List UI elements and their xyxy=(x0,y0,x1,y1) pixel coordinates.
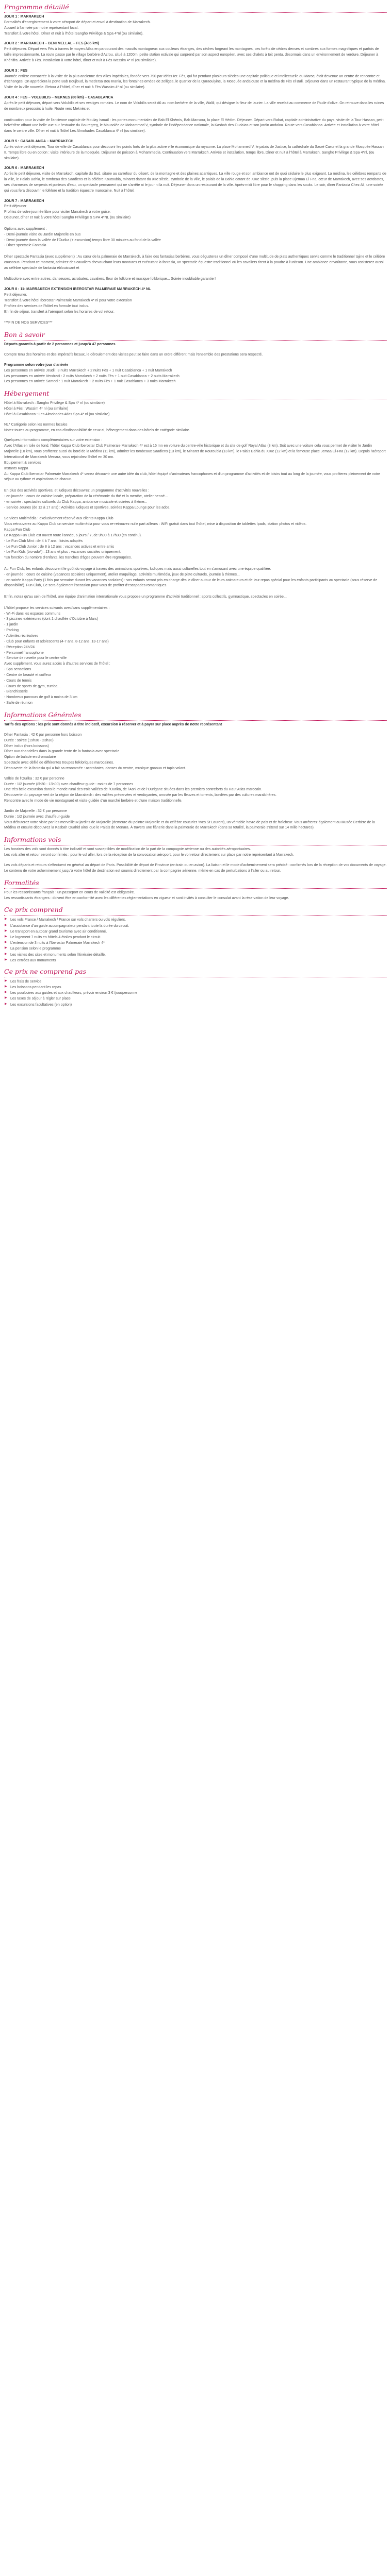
list-item: ▶ L'assistance d'un guide accompagnateur pendant toute la durée du circuit. xyxy=(4,923,387,929)
option-fantasia: Dîner Fantasia : 42 € par personne hors boisson Durée : soirée (19h30 - 23h30) Dîner inclus (hors boissons) Dîner aux chandelles dans la grande tente de la fantasia avec spectacle Option de balade en dromadaire Spectacle avec défilé de différentes troupes folkloriques marocaines. Découverte de la fantasia qui a fait sa renommée : accrobates, danses du ventre, musique gnaoua et tapis volant. xyxy=(4,733,186,770)
bon-savoir-intro: Départs garantis à partir de 2 personnes et jusqu'à 47 personnes xyxy=(4,343,116,347)
day-8 xyxy=(4,287,387,326)
flight-info-2: Les vols départs et retours s'effectuent en général au départ de Paris. Possibilité de départ de Province (en train ou en avion). La liaison et le mode d'acheminement sera précisé : confirmés lors de la réception de vos documents de voyage. Le contenu de votre acheminement jusqu'à votre hôtel de destination est soumis directement par la compagnie aérienne, même en cas de perturbations à l'aller ou au retour. xyxy=(4,863,387,873)
day-text: Journée entière consacrée à la visite de la plus ancienne des villes impériales, fondée vers 790 par Idriss Ier. Fès, qui fut pendant plusieurs siècles une capitale politique et intellectuelle du Maroc, était devenue un centre de rencontre et d'échanges. On appréciera la porte Bab Boujloud, la medersa Bou Inania, les fontaines ornées de zelliges, le quartier de la Qaraouiyine, la Mosquée andalouse et la médina de Fès el Bali. Déjeuner dans un restaurant typique de la médina. Visite de la ville nouvelle. Retour à l'hôtel, dîner et nuit à Fès Wassim 4* nl (ou similaire). xyxy=(4,74,387,90)
list-item: ▶ La pension selon le programme xyxy=(4,946,387,952)
day-6 xyxy=(4,166,387,194)
day-2 xyxy=(4,41,387,63)
day-title: JOUR 3 : FES xyxy=(4,69,28,73)
list-item: ▶ Les vols France / Marrakech / France sur vols charters ou vols réguliers. xyxy=(4,917,387,923)
day-text: Petit déjeuner Profitez de votre journée libre pour visiter Marrakech à votre guise. Déjeuner, dîner et nuit à votre hôtel Sangho Privilège & SPA 4*NL (ou similaire) Options avec supplément : - Demi-journée visite du Jardin Majorelle en bus - Demi-journée dans la vallée de l'Ourika (+ excursion) temps libre 30 minutes au fond de la vallée - Dîner spectacle Fantasia Dîner spectacle Fantasia (avec supplément) : Au cœur de la palmeraie de Marrakech, à faire des fantasias berbères, vous dégusterez un dîner composé d'une multitude de plats authentiques servis comme le traditionnel tajine et le célèbre couscous. Pendant ce moment, admirez des cavaliers chevauchant leurs montures et exécutant la fantasia, un spectacle équestre traditionnel où les cavaliers tirent à la poudre à l'unisson. Une ambiance envoûtante, vous assisterez aussi au célèbre spectacle de fantasia éblouissant et Multicolore avec entre autres, danseuses, acrobates, cavaliers, fleur de folklore et musique folklorique... Soirée inoubliable garantie ! xyxy=(4,205,385,281)
day-1 xyxy=(4,14,387,37)
list-item: ▶ Les excursions facultatives (en option) xyxy=(4,1002,387,1008)
option-ourika: Vallée de l'Ourika : 32 € par personne Durée : 1/2 journée (8h30 - 13h00) avec chauffeur-guide - moins de 7 personnes Une très belle excursion dans le monde rural des trois vallées de l'Ourika, de l'Asni et de l'Ourigane situées dans les premiers contreforts du Haut Atlas marocain. Découverte du paysage vert de la région de Marrakech : des vallées préservées et verdoyantes, arrosée par les fleuves et torrents, bordées par des cultures maraîchères. Rencontre avec le mode de vie montagnard et visite guidée d'un marché berbère et d'une maison traditionnelle. xyxy=(4,776,276,803)
day-title: JOUR 7 : MARRAKECH xyxy=(4,199,44,203)
day-title: JOUR 8 : 11: MARRAKECH EXTENSION IBEROSTAR PALMERAIE MARRAKECH 4* NL xyxy=(4,287,151,292)
section-title-prix-comprend: Ce prix comprend xyxy=(4,906,387,916)
list-item: ▶ Les visites des sites et monuments selon l'itinéraire détaillé. xyxy=(4,952,387,958)
list-item: ▶ Le transport en autocar grand tourisme avec air conditionné. xyxy=(4,929,387,935)
day-text: Formalités d'enregistrement à votre aéroport de départ et envol à destination de Marrakech. Accueil à l'arrivée par notre représentant local. Transfert à votre hôtel. Dîner et nuit à l'hôtel Sangho Privilège & Spa 4*nl (ou similaire). xyxy=(4,20,151,36)
formalites-text: Pour les ressortissants français : un passeport en cours de validité est obligatoire. Les ressortissants étrangers : doivent être en conformité avec les différentes réglementations en vigueur et sont invités à consulter le consulat avant la réservation de leur voyage. xyxy=(4,890,289,900)
bon-savoir-text: Compte tenu des horaires et des impératifs locaux, le déroulement des visites peut se faire dans un ordre différent mais l'ensemble des prestations sera respecté. xyxy=(4,353,263,357)
section-title-infos-vols: Informations vols xyxy=(4,836,387,845)
section-title-programme: Programme détaillé xyxy=(4,3,387,13)
list-item: ▶ Les frais de service xyxy=(4,979,387,985)
day-3 xyxy=(4,69,387,91)
section-title-prix-ne-comprend: Ce prix ne comprend pas xyxy=(4,968,387,977)
list-item: ▶ L'extension de 3 nuits à l'Iberostar Palmeraie Marrakech 4* xyxy=(4,940,387,946)
flight-info-1: Les horaires des vols sont donnés à titre indicatif et sont susceptibles de modification de la part de la compagnie aérienne ou des autorités aéroportuaires. Les vols aller et retour seront confirmés : pour le vol aller, lors de la réception de la convocation aéroport, pour le vol retour directement sur place par notre représentant à Marrakech. xyxy=(4,848,295,857)
excluded-list xyxy=(4,979,387,1008)
day-title: JOUR 6 : MARRAKECH xyxy=(4,166,44,171)
options-note: Tarifs des options : les prix sont donnés à titre indicatif, excursion à réserver et à payer sur place auprès de notre représentant xyxy=(4,722,222,726)
section-title-bon-a-savoir: Bon à savoir xyxy=(4,331,387,341)
section-title-infos-generales: Informations Générales xyxy=(4,711,387,721)
day-7 xyxy=(4,199,387,283)
list-item: ▶ Les taxes de séjour à régler sur place xyxy=(4,996,387,1002)
day-title: JOUR 2 : MARRAKECH – BENI MELLAL – FES (485 km) xyxy=(4,42,99,46)
day-text: Après le petit déjeuner, visite de Marrakech, capitale du Sud, située au carrefour du désert, de la montagne et des plaines atlantiques. La ville rouge et son ambiance ont de quoi séduire le plus exigeant. La médina, les célèbres remparts de la ville, le Palais Bahia, le tombeau des Saadiens et la célèbre Koutoubia, minaret datant du XIIe siècle, symbole de la ville, le palais de la Bahia datant de XIXe siècle, puis la place Djemaa El Fna, cœur de Marrakech, avec ses acrobates, ses charmeurs de serpents et porteurs d'eau, un spectacle permanent qui ne s'arrête ni le jour ni la nuit. Déjeuner dans un restaurant de la ville. Après-midi libre pour le shopping dans les souks. Le soir, dîner Fantasia Chez Ali, une soirée qui vous fera découvrir le folklore et la tradition équestre marocaine. Nuit à l'hôtel. xyxy=(4,172,387,193)
section-title-formalites: Formalités xyxy=(4,879,387,889)
list-item: ▶ Les pourboires aux guides et aux chauffeurs, prévoir environ 3 € /jour/personne xyxy=(4,990,387,996)
arrival-program xyxy=(4,363,387,385)
day-title: JOUR 4 : FES – VOLUBILIS – MEKNES (80 km) – CASABLANCA xyxy=(4,96,113,100)
list-item: ▶ Les boissons pendant les repas xyxy=(4,985,387,990)
hotel-category-note: NL* Catégorie selon les normes locales Notez toutes au programme, en cas d'indisponibilité de ceux-ci, hébergement dans des hôtels de catégorie similaire. xyxy=(4,422,190,432)
day-text: Après le petit déjeuner, départ vers Volubilis et ses vestiges romains. Le nom de Volubilis serait dû au nom berbère de la ville, Walili, qui désigne la fleur de laurier. La ville recelait au commerce de l'huile d'olive. On retrouve dans les ruines de nombreux pressoirs à huile. Route vers Meknès et continuation pour la visite de l'ancienne capitale de Moulay Ismaïl : les portes monumentales de Bab El Khémis, Bab Mansour, la place El Hédim. Déjeuner. Départ vers Rabat, capitale administrative du pays, visite de la Tour Hassan, petit belvédère offrant une belle vue sur l'estuaire du Bouregreg, le Mausolée de Mohammed V, symbole de l'indépendance nationale, la Kasbah des Oudaïas et son jardin andalou. Route vers Casablanca. Arrivée et installation à votre hôtel dans le centre ville. Dîner et nuit à l'hôtel Les Almohades Casablanca 4* nl (ou similaire). xyxy=(4,101,384,133)
list-item: ▶ Le logement 7 nuits en hôtels 4 étoiles pendant le circuit. xyxy=(4,935,387,940)
list-item: ▶ Les entrées aux monuments xyxy=(4,958,387,963)
day-text: Après votre petit déjeuner, Tour de ville de Casablanca pour découvrir les points forts de la plus active ville économique du royaume. La place Mohammed V, le palais de Justice, la cathédrale du Sacré Cœur et la grande Mosquée Hassan II. Temps libre ou en option : visite intérieure de la mosquée. Déjeuner de poisson à Mohammedia. Continuation vers Marrakech. Arrivée et installation, temps libre, Dîner et nuit à l'hôtel à Marrakech, Sangho Privilège & Spa 4*nl, (ou similaire). xyxy=(4,145,385,160)
option-majorelle: Jardin de Majorelle : 32 € par personne Durée : 1/2 journée avec chauffeur-guide Vous débuterez votre visite par les merveilleux jardins de Majorelle (demeure du peintre Majorelle et du célèbre couturier Yves St Laurent), un véritable havre de paix et de fraîcheur. Vous arrêterez également au Musée Berbère de la Médina et ensuite découvrez la Kasbah Ouahid ainsi que le Palais de Menara. À travers une flânerie dans la palmeraie de Marrakech (dans sa totalité, la palmeraie s'étend sur 14 mille hectares). xyxy=(4,809,375,830)
page-content xyxy=(0,3,391,1008)
day-title: JOUR 5 : CASABLANCA – MARRAKECH xyxy=(4,140,74,144)
included-list xyxy=(4,917,387,963)
arrival-program-text: Les personnes en arrivée Jeudi : 3 nuits Marrakech + 2 nuits Fès + 1 nuit Casablanca + 1 nuit Marrakech Les personnes en arrivée Vendredi : 2 nuits Marrakech + 2 nuits Fès + 1 nuit Casablanca + 2 nuits Marrakech Les personnes en arrivée Samedi : 1 nuit Marrakech + 2 nuits Fès + 1 nuit Casablanca + 3 nuits Marrakech xyxy=(4,368,180,384)
hotel-list: Hôtel à Marrakech : Sangho Privilège & Spa 4* nl (ou similaire) Hôtel à Fès : Wassim 4* nl (ou similaire) Hôtel à Casablanca : Les Almohades Atlas Spa 4* nl (ou similaire) xyxy=(4,401,110,416)
day-text: Petit déjeuner. Départ vers Fès à travers le moyen Atlas en parcourant des massifs montagneux aux couleurs étranges, des cèdres forgeant les montagnes, ces forêts de cèdres denses et sombres aux formes magnifiques et parfois de taille impressionnante. La route passe par le village berbère d'Azrou, situé à 1200m, petite station estivale qui surprend par son aspect européen, avec ses chalets à toit pentu, désormais dans un environnement de verdure. Déjeuner à Khénifra. Arrivée à Fès. Installation à votre hôtel, dîner et nuit à Fès Wassim 4* nl (ou similaire). xyxy=(4,47,380,62)
day-text: Petit déjeuner. Transfert à votre hôtel Iberostar Palmeraie Marrakech 4* nl pour votre extension Profitez des services de l'hôtel en formule tout inclus. En fin de séjour, transfert à l'aéroport selon les horaires de vol retour. ***FIN DE NOS SERVICES*** xyxy=(4,293,132,325)
extension-details: Quelques informations complémentaires sur votre extension : Avec l'Atlas en toile de fond, l'hôtel Kappa Club Iberostar Club Palmeraie Marrakech 4* est à 15 mn en voiture du centre-ville historique et du site de golf Royal Atlas (3 km). Soit avec une voiture cela vous permet de visiter le Jardin Majorelle (10 km), vous profiterez aussi du bord de la Médina (11 km), admirer les tombeaux Saadiens (13 km), le Minaret de Koutoubia (13 km), le Palais Bahia du XIXe (12 km) et la fameuse place Jemaa El-Fna (12 km). Depuis l'aéroport International de Marrakech Menara, vous rejoindrez l'hôtel en 30 mn. Equipement & services Instants Kappa Au Kappa Club Iberostar Palmeraie Marrakech 4* venez découvrir une autre idée du club, hôtel équipé d'animateurs francophones et d'un programme d'activités et de loisirs tout au long de la journée, vous profiterez pleinement de votre séjour au rythme et aspirations de chacun. En plus des activités sportives, et ludiques découvrez un programme d'activités nouvelles : - en journée : cours de cuisine locale, préparation de la cérémonie du thé et la menthe, atelier henné... - en soirée : spectacles culturels du Club Kappa, ambiance musicale et soirées à thème... - Service Jeunes (de 12 à 17 ans) : Activités ludiques et sportives, soirées Kappa Lounge pour les ados. Services Multimédia : exclusivement réservé aux clients Kappa Club Vous retrouverez au Kappa Club un service multimédia pour vous re-retrouvez nulle part ailleurs : WiFi gratuit dans tout l'hôtel, mise à disposition de tablettes Ipads, station photos et vidéos. Kappa Fun Club Le Kappa Fun Club est ouvert toute l'année, 6 jours / 7, de 9h00 à 17h30 (en continu). - Le Fun Club Mini : de 4 à 7 ans : loisirs adaptés - Le Fun Club Junior : de 8 à 12 ans : vacances actives et entre amis - Le Fun Kids (bio-ado*) : 13 ans et plus : vacances sociales uniquement. *En fonction du nombre d'enfants, les tranches d'âges peuvent être regroupées. Au Fun Club, les enfants découvrent le goût du voyage à travers des animations sportives, ludiques mais aussi culturelles tout en s'amusant avec une équipe qualifiée. - en journée : cours de cuisine (vacances scolaires uniquement), atelier maquillage, activités multimédia, jeux de piste culturels, journée à thèmes... - en soirée Kappa Party (1 fois par semaine durant les vacances scolaires) : vos enfants seront pris en charge dès le dîner autour de leurs animateurs et de leur repas spécial pour les enfants participants au spectacle (sous réserve de disponibilité). Fun Club, Ce sera également l'occasion pour vous de profiter d'escapades romantiques. Enfin, notez qu'au sein de l'hôtel, une équipe d'animation internationale vous propose un programme d'activité traditionnel : sports collectifs, gymnastique, spectacles en soirée... L'hôtel propose les services suivants avec/sans supplémentaires : - Wi-Fi dans les espaces communs - 3 piscines extérieures (dont 1 chauffée d'Octobre à Mars) - 1 jardin - Parking - Activités récréatives - Club pour enfants et adolescents (4-7 ans, 8-12 ans, 13-17 ans) - Réception 24h/24 - Personnel francophone - Service de navette pour le centre ville Avec supplément, vous aurez accès à d'autres services de l'hôtel : - Spa sensations - Centre de beauté et coiffeur - Cours de tennis - Cours de sports de gym, zumba... - Blanchisserie - Nombreux parcours de golf à moins de 3 km - Salle de réunion xyxy=(4,438,386,705)
arrival-program-title: Programme selon votre jour d'arrivée xyxy=(4,363,69,367)
day-5 xyxy=(4,139,387,161)
day-title: JOUR 1 : MARRAKECH xyxy=(4,15,44,19)
section-title-hebergement: Hébergement xyxy=(4,389,387,399)
day-4 xyxy=(4,95,387,134)
